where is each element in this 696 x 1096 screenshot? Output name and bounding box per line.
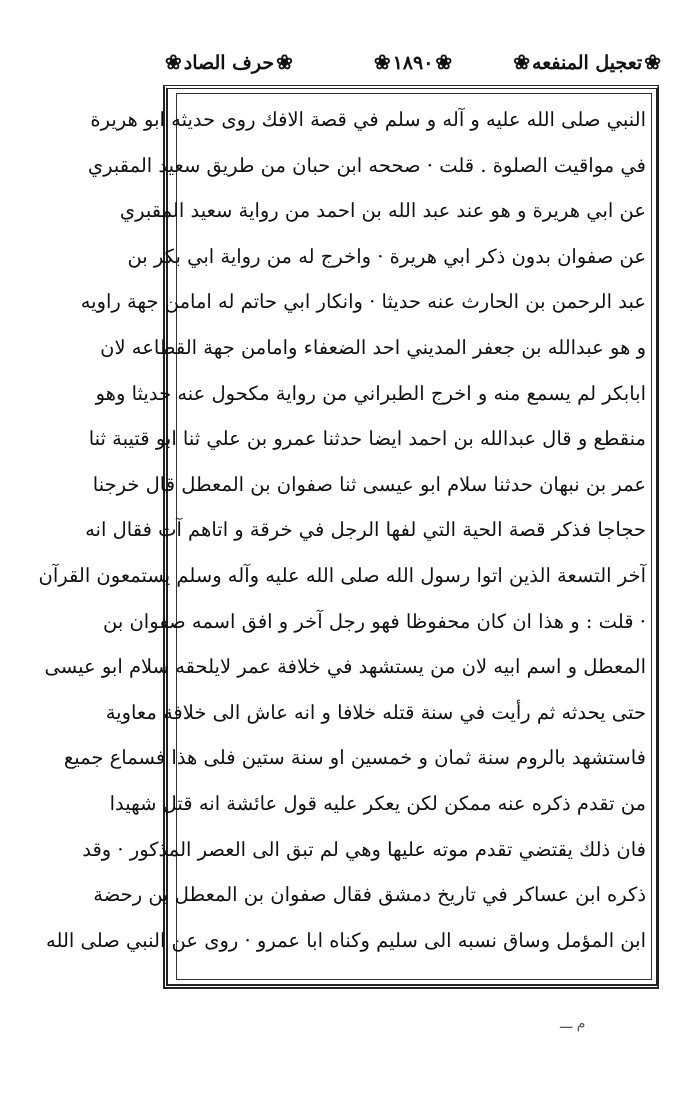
text-line: حجاجا فذكر قصة الحية التي لفها الرجل في خرقة و اتاهم آت فقال انه [85,518,646,542]
text-line: ذكره ابن عساكر في تاريخ دمشق فقال صفوان بن المعطل بن رحضة [93,883,646,907]
text-line: · قلت : و هذا ان كان محفوظا فهو رجل آخر و افق اسمه صفوان بن [102,609,646,633]
chapter-title: حرف الصاد [183,52,275,74]
page-header [163,40,663,84]
ornament-icon: ❀ [435,50,453,74]
text-line: منقطع و قال عبدالله بن احمد ايضا حدثنا عمرو بن علي ثنا ابو قتيبة ثنا [88,427,646,451]
text-line: ابابكر لم يسمع منه و اخرج الطبراني من رواية مكحول عنه حديثا وهو [95,381,646,405]
running-title [511,40,663,84]
text-line: ابن المؤمل وساق نسبه الى سليم وكناه ابا عمرو · روى عن النبي صلى الله [46,928,646,952]
page-frame [38,85,659,989]
ornament-icon: ❀ [373,50,391,74]
text-line: المعطل و اسم ابيه لان من يستشهد في خلافة عمر لايلحقه سلام ابو عيسى [44,655,646,679]
page-number-block [372,40,454,84]
text-line: و هو عبدالله بن جعفر المديني احد الضعفاء وامامن جهة القطاعه لان [100,335,646,359]
book-title: تعجيل المنفعه [532,52,643,74]
text-line: من تقدم ذكره عنه ممكن لكن يعكر عليه قول عائشة انه قتل شهيدا [109,791,646,815]
text-line: فان ذلك يقتضي تقدم موته عليها وهي لم تبق الى العصر المذكور · وقد [82,837,646,861]
ornament-icon: ❀ [276,50,293,74]
text-line: عن صفوان بدون ذكر ابي هريرة · واخرج له من رواية ابي بكر بن [127,244,646,268]
page-number: ١٨٩٠ [392,52,434,74]
text-line: النبي صلى الله عليه و آله و سلم في قصة الافك روى حديثه ابو هريرة [90,108,646,131]
chapter-heading [163,40,295,84]
text-line: فاستشهد بالروم سنة ثمان و خمسين او سنة ستين فلى هذا فسماع جميع [63,746,646,770]
text-line: آخر التسعة الذين اتوا رسول الله صلى الله عليه وآله وسلم يستمعون القرآن [38,563,646,587]
text-line: عمر بن نبهان حدثنا سلام ابو عيسى ثنا صفوان بن المعطل قال خرجنا [92,472,646,496]
text-line: حتى يحدثه ثم رأيت في سنة قتله خلافا و انه عاش الى خلافة معاوية [105,700,646,724]
ornament-icon: ❀ [165,50,182,74]
footer-signature-mark: م ـــ [560,1016,586,1032]
ornament-icon: ❀ [644,50,661,74]
text-line: عن ابي هريرة و هو عند عبد الله بن احمد من رواية سعيد المقبري [119,199,646,223]
ornament-icon: ❀ [513,50,531,74]
text-line: عبد الرحمن بن الحارث عنه حدیثا · وانكار ابي حاتم له امامن جهة راويه [80,290,646,314]
text-body [38,97,646,963]
text-line: في مواقيت الصلوة . قلت · صححه ابن حبان من طريق سعيد المقبري [87,153,646,177]
